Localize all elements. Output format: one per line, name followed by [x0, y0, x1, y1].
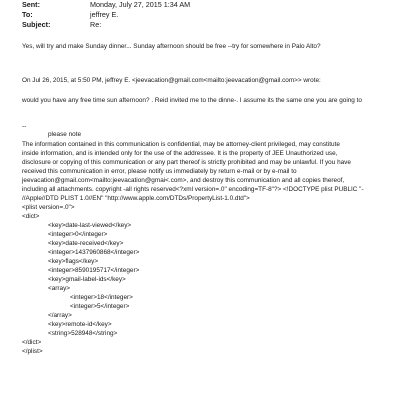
plist-entry: <key>remote-id</key>: [48, 321, 112, 328]
plist-close: </plist>: [22, 348, 43, 355]
header-to-row: [22, 10, 118, 19]
disclaimer-line: jeevacation@gmail.com<mailto:jeevacation@gmai<.com>, and destroy this communication and all copies thereof,: [22, 177, 345, 184]
subject-label: Subject:: [22, 20, 51, 29]
reply-text: Yes, will try and make Sunday dinner... Sunday afternoon should be free --try for somewhere in Palo Alto?: [22, 43, 321, 50]
plist-entry: </array>: [48, 312, 72, 319]
plist-entry: <key>gmail-label-ids</key>: [48, 276, 126, 283]
signature-separator: --: [22, 123, 27, 130]
plist-entry: <integer>1437960868</integer>: [48, 249, 140, 256]
plist-open: <plist version=.0">: [22, 204, 75, 211]
quote-body: would you have any free time sun afternoon? . Reid invited me to the dinne-. I assume its the same one you are going to: [22, 97, 362, 104]
disclaimer-line: The information contained in this communication is confidential, may be attorney-client privileged, may constitute: [22, 141, 340, 148]
disclaimer-line: disclosure or copying of this communication or any part thereof is strictly prohibited and may be unlawful. If you have: [22, 159, 351, 166]
disclaimer-line: received this communication in error, please notify us immediately by return e-mail or by e-mail to: [22, 168, 297, 175]
to-value: jeffrey E.: [90, 10, 119, 19]
plist-array-item: <integer>5</integer>: [70, 303, 130, 310]
plist-entry: <key>date-last-viewed</key>: [48, 222, 132, 229]
disclaimer-line: //Apple//DTD PLIST 1.0//EN" "http://www.apple.com/DTDs/PropertyList-1.0.dtd">: [22, 195, 250, 202]
header-subject-row: [22, 20, 101, 29]
plist-entry: <key>date-received</key>: [48, 240, 124, 247]
quote-intro: On Jul 26, 2015, at 5:50 PM, jeffrey E. <jeevacation@gmail.com<mailto:jeevacation@gmail.com>> wrote:: [22, 77, 321, 84]
dict-close: </dict>: [22, 339, 42, 346]
disclaimer-line: including all attachments. copyright -all rights reserved<?xml version=.0" encoding=TF-8"?> <!DOCTYPE plist PUBLIC "-: [22, 186, 364, 193]
sent-value: Monday, July 27, 2015 1:34 AM: [90, 0, 191, 9]
dict-open: <dict>: [22, 213, 40, 220]
plist-entry: <integer>8590195717</integer>: [48, 267, 140, 274]
disclaimer-line: inside information, and is intended only for the use of the addressee. It is the property of JEE Unauthorized use,: [22, 150, 338, 157]
header-sent-row: [22, 0, 190, 9]
plist-entry: <string>528948</string>: [48, 330, 118, 337]
to-label: To:: [22, 10, 33, 19]
plist-entry: <integer>0</integer>: [48, 231, 108, 238]
plist-array-item: <integer>18</integer>: [70, 294, 133, 301]
plist-entry: <key>flags</key>: [48, 258, 99, 265]
plist-entry: <array>: [48, 285, 71, 292]
please-note: please note: [48, 131, 82, 138]
subject-value: Re:: [90, 20, 102, 29]
sent-label: Sent:: [22, 0, 40, 9]
